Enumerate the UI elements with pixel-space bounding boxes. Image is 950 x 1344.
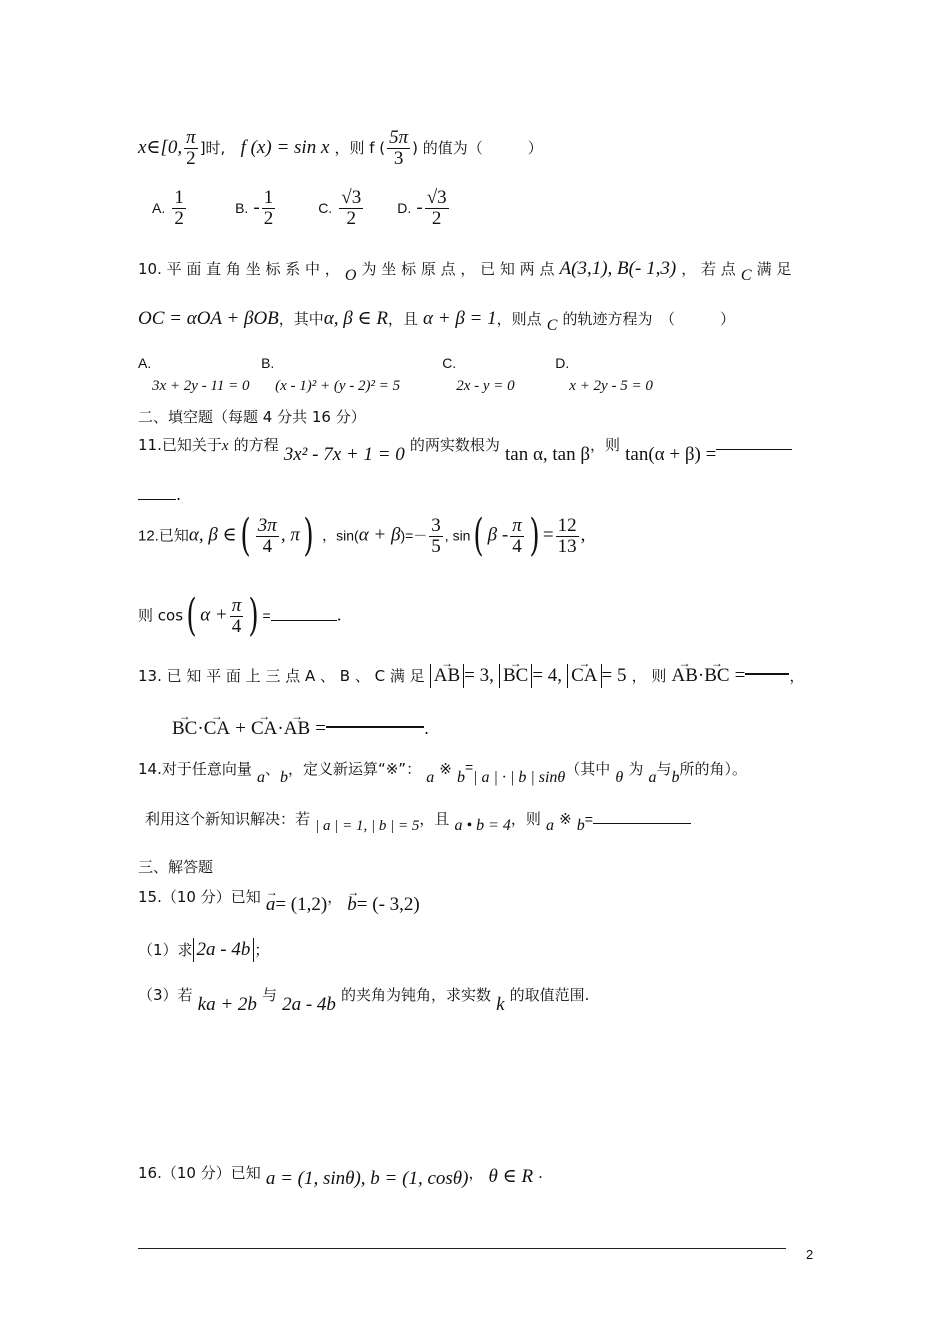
q15-stem: 15.（10 分）已知 → a= (1,2)， → b= (- 3,2) xyxy=(138,886,420,908)
q11-answer-blank-cont[interactable] xyxy=(138,499,176,500)
q14-line1: 14.对于任意向量 a、b，定义新运算“※”： a ※ b=| a | · | b | sinθ（其中 θ 为 a与b所的角）。 xyxy=(138,759,747,786)
q9-fx: f (x) = sin x xyxy=(240,137,330,158)
q12-answer-blank[interactable] xyxy=(271,620,337,621)
q9-text-b: ]时, xyxy=(199,139,226,157)
q14-answer-blank[interactable] xyxy=(593,823,691,824)
q15-part3: （3）若 ka + 2b 与 2a - 4b 的夹角为钝角，求实数 k 的取值范围. xyxy=(138,986,590,1015)
q9-stem xyxy=(138,128,543,169)
q16-stem: 16.（10 分）已知 a = (1, sinθ), b = (1, cosθ)， θ ∈ R . xyxy=(138,1164,543,1189)
page-number: 2 xyxy=(806,1247,814,1262)
q9-text-c: ，则 f ( xyxy=(334,139,386,157)
q9-options xyxy=(152,188,451,229)
q12-line2: 则 cos( α + $\frac{\pi}{4}$ ) = . xyxy=(138,590,342,641)
q10-option-a: A. 3x + 2y - 11 = 0 xyxy=(138,355,250,394)
q9-option-b: B. - $\frac{1}{2}$ xyxy=(235,187,274,229)
q12-line1: 12.已知α, β ∈( $\frac{3\pi}{4}$ , π) ，sin(α + β)=－ $\frac{3}{5}$ , sin( β - $\frac{\pi}{4}$ ) = $\frac{12}{13}$ , xyxy=(138,510,586,561)
q10-vector-eq: OC = αOA + βOB xyxy=(138,308,279,329)
q9-option-a: A. $\frac{1}{2}$ xyxy=(152,187,184,229)
q11-equation: 3x² - 7x + 1 = 0 xyxy=(283,444,405,465)
q11-answer-blank[interactable] xyxy=(716,449,792,450)
q10-line2: OC = αOA + βOB，其中α, β ∈ R，且 α + β = 1，则点 C 的轨迹方程为 （ ） xyxy=(138,308,736,334)
q14-line2: 利用这个新知识解决：若 | a | = 1, | b | = 5，且 a • b = 4，则 a ※ b= xyxy=(145,808,691,831)
q10-option-c: C. 2x - y = 0 xyxy=(442,355,515,394)
footer-divider xyxy=(138,1248,786,1249)
q13-line2: → BC·→ CA + → CA·→ AB = . xyxy=(172,718,429,740)
q10-option-b: B. (x - 1)² + (y - 2)² = 5 xyxy=(261,355,401,394)
q9-option-d: D. - $\frac{√3}{2}$ xyxy=(397,187,447,229)
q9-frac-pi2: $\frac{\pi}{2}$ xyxy=(186,127,196,169)
q10-line1: 10. 平 面 直 角 坐 标 系 中 ， O 为 坐 标 原 点 ， 已 知 两 点 A(3,1), B(- 1,3) ， 若 点 C 满 足 xyxy=(138,258,792,284)
q9-option-c: C. $\frac{√3}{2}$ xyxy=(318,187,362,229)
section-fill-in-title: 二、填空题（每题 4 分共 16 分） xyxy=(138,408,366,426)
q13-answer-blank-1[interactable] xyxy=(745,673,789,675)
q13-answer-blank-2[interactable] xyxy=(326,726,424,728)
q9-domain: x∈[0, xyxy=(138,137,183,158)
q10-points: A(3,1), B(- 1,3) xyxy=(559,258,677,279)
q10-options xyxy=(138,352,653,397)
section-solve-title: 三、解答题 xyxy=(138,858,214,876)
q15-part1-expr: 2a - 4b xyxy=(193,938,255,962)
q15-part1: （1）求 2a - 4b ； xyxy=(138,939,270,960)
q11: 11.已知关于x 的方程 3x² - 7x + 1 = 0 的两实数根为 tan α, tan β，则 tan(α + β) = xyxy=(138,434,792,457)
q9-text-d: ) 的值为（ ） xyxy=(412,139,543,157)
q10-option-d: D. x + 2y - 5 = 0 xyxy=(555,355,653,394)
q11-line2: . xyxy=(138,484,181,506)
q13-line1: 13. 已 知 平 面 上 三 点 A 、 B 、 C 满 足 → AB = 3, → BC = 4, → CA = 5 ， 则 → AB·→ BC = ， xyxy=(138,664,804,688)
q9-frac-5pi3: $\frac{5\pi}{3}$ xyxy=(389,127,409,169)
